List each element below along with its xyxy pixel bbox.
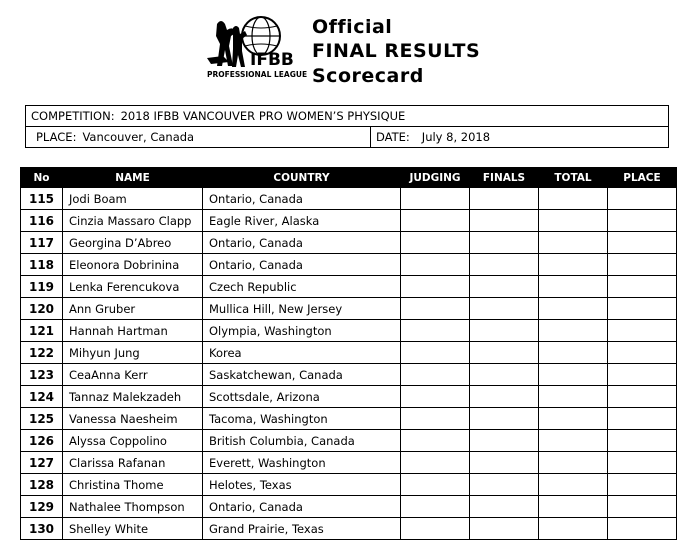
athlete-number: 127: [21, 452, 63, 474]
competition-info-box: [25, 105, 669, 148]
athlete-name: Christina Thome: [63, 474, 203, 496]
athlete-name: CeaAnna Kerr: [63, 364, 203, 386]
athlete-country: Ontario, Canada: [203, 188, 401, 210]
athlete-country: Saskatchewan, Canada: [203, 364, 401, 386]
athlete-country: Helotes, Texas: [203, 474, 401, 496]
finals-cell: [470, 496, 539, 518]
athlete-number: 115: [21, 188, 63, 210]
athlete-name: Vanessa Naesheim: [63, 408, 203, 430]
table-row: [21, 364, 677, 386]
judging-cell: [401, 430, 470, 452]
athlete-country: Eagle River, Alaska: [203, 210, 401, 232]
finals-cell: [470, 210, 539, 232]
athlete-number: 125: [21, 408, 63, 430]
finals-cell: [470, 474, 539, 496]
judging-cell: [401, 276, 470, 298]
date-value: July 8, 2018: [421, 130, 491, 144]
total-cell: [539, 210, 608, 232]
place-cell: [608, 298, 677, 320]
finals-cell: [470, 320, 539, 342]
table-row: [21, 232, 677, 254]
judging-cell: [401, 254, 470, 276]
athlete-number: 124: [21, 386, 63, 408]
competition-label: COMPETITION:: [31, 109, 115, 123]
judging-cell: [401, 342, 470, 364]
total-cell: [539, 364, 608, 386]
athlete-number: 117: [21, 232, 63, 254]
athlete-country: Ontario, Canada: [203, 232, 401, 254]
athlete-number: 121: [21, 320, 63, 342]
judging-cell: [401, 408, 470, 430]
table-row: [21, 188, 677, 210]
athlete-number: 122: [21, 342, 63, 364]
athlete-name: Ann Gruber: [63, 298, 203, 320]
finals-cell: [470, 430, 539, 452]
athlete-country: Grand Prairie, Texas: [203, 518, 401, 540]
athlete-name: Jodi Boam: [63, 188, 203, 210]
judging-cell: [401, 386, 470, 408]
athlete-country: Everett, Washington: [203, 452, 401, 474]
table-row: [21, 276, 677, 298]
athlete-name: Shelley White: [63, 518, 203, 540]
date-label: DATE:: [376, 130, 410, 144]
athlete-country: Korea: [203, 342, 401, 364]
total-cell: [539, 298, 608, 320]
place-cell: [608, 364, 677, 386]
athlete-name: Clarissa Rafanan: [63, 452, 203, 474]
athlete-name: Eleonora Dobrinina: [63, 254, 203, 276]
total-cell: [539, 232, 608, 254]
total-cell: [539, 518, 608, 540]
table-row: [21, 430, 677, 452]
athlete-country: Czech Republic: [203, 276, 401, 298]
athlete-name: Georgina D’Abreo: [63, 232, 203, 254]
finals-cell: [470, 254, 539, 276]
finals-cell: [470, 188, 539, 210]
athlete-name: Mihyun Jung: [63, 342, 203, 364]
logo-ifbb-text: IFBB: [250, 50, 294, 70]
header-row: [21, 168, 677, 188]
athlete-number: 123: [21, 364, 63, 386]
table-row: [21, 452, 677, 474]
table-row: [21, 254, 677, 276]
total-cell: [539, 430, 608, 452]
logo-league-text: PROFESSIONAL LEAGUE: [207, 70, 308, 79]
total-cell: [539, 276, 608, 298]
athlete-number: 116: [21, 210, 63, 232]
place-cell: [608, 320, 677, 342]
finals-cell: [470, 232, 539, 254]
athlete-country: Scottsdale, Arizona: [203, 386, 401, 408]
judging-cell: [401, 452, 470, 474]
col-no-header: No: [21, 168, 63, 188]
judging-cell: [401, 232, 470, 254]
athlete-name: Tannaz Malekzadeh: [63, 386, 203, 408]
col-total-header: TOTAL: [539, 168, 608, 188]
total-cell: [539, 342, 608, 364]
table-row: [21, 496, 677, 518]
place-cell: [608, 232, 677, 254]
judging-cell: [401, 320, 470, 342]
place-cell: [608, 430, 677, 452]
total-cell: [539, 386, 608, 408]
athlete-country: Mullica Hill, New Jersey: [203, 298, 401, 320]
athlete-number: 118: [21, 254, 63, 276]
finals-cell: [470, 518, 539, 540]
athlete-country: Tacoma, Washington: [203, 408, 401, 430]
competition-value: 2018 IFBB VANCOUVER PRO WOMEN’S PHYSIQUE: [120, 109, 406, 123]
athlete-country: British Columbia, Canada: [203, 430, 401, 452]
date-field: [376, 130, 490, 144]
place-value: Vancouver, Canada: [82, 130, 195, 144]
results-body: [21, 188, 677, 540]
total-cell: [539, 254, 608, 276]
table-row: [21, 298, 677, 320]
info-divider: [370, 127, 371, 148]
athlete-name: Alyssa Coppolino: [63, 430, 203, 452]
place-cell: [608, 386, 677, 408]
col-place-header: PLACE: [608, 168, 677, 188]
place-cell: [608, 210, 677, 232]
table-row: [21, 342, 677, 364]
athlete-country: Olympia, Washington: [203, 320, 401, 342]
finals-cell: [470, 452, 539, 474]
col-judging-header: JUDGING: [401, 168, 470, 188]
athlete-number: 130: [21, 518, 63, 540]
place-field: [36, 130, 194, 144]
place-cell: [608, 518, 677, 540]
judging-cell: [401, 364, 470, 386]
competition-row: [26, 106, 668, 127]
place-cell: [608, 188, 677, 210]
place-cell: [608, 408, 677, 430]
finals-cell: [470, 298, 539, 320]
judging-cell: [401, 518, 470, 540]
total-cell: [539, 452, 608, 474]
judging-cell: [401, 474, 470, 496]
athlete-number: 129: [21, 496, 63, 518]
finals-cell: [470, 408, 539, 430]
place-cell: [608, 452, 677, 474]
judging-cell: [401, 298, 470, 320]
table-row: [21, 474, 677, 496]
finals-cell: [470, 342, 539, 364]
finals-cell: [470, 276, 539, 298]
judging-cell: [401, 210, 470, 232]
results-table: [20, 167, 677, 540]
col-country-header: COUNTRY: [203, 168, 401, 188]
athlete-name: Hannah Hartman: [63, 320, 203, 342]
athlete-number: 128: [21, 474, 63, 496]
athlete-name: Cinzia Massaro Clapp: [63, 210, 203, 232]
place-label: PLACE:: [36, 130, 77, 144]
judging-cell: [401, 188, 470, 210]
athlete-number: 126: [21, 430, 63, 452]
total-cell: [539, 188, 608, 210]
table-row: [21, 210, 677, 232]
title-final-results: FINAL RESULTS: [312, 40, 481, 62]
total-cell: [539, 320, 608, 342]
table-row: [21, 320, 677, 342]
judging-cell: [401, 496, 470, 518]
athlete-name: Lenka Ferencukova: [63, 276, 203, 298]
athlete-number: 120: [21, 298, 63, 320]
col-finals-header: FINALS: [470, 168, 539, 188]
athlete-name: Nathalee Thompson: [63, 496, 203, 518]
place-cell: [608, 254, 677, 276]
table-row: [21, 386, 677, 408]
athlete-country: Ontario, Canada: [203, 496, 401, 518]
title-scorecard: Scorecard: [312, 65, 424, 87]
athlete-country: Ontario, Canada: [203, 254, 401, 276]
title-official: Official: [312, 16, 393, 38]
table-row: [21, 518, 677, 540]
total-cell: [539, 408, 608, 430]
finals-cell: [470, 386, 539, 408]
col-name-header: NAME: [63, 168, 203, 188]
athlete-number: 119: [21, 276, 63, 298]
place-cell: [608, 496, 677, 518]
place-cell: [608, 276, 677, 298]
finals-cell: [470, 364, 539, 386]
table-row: [21, 408, 677, 430]
place-date-row: [26, 127, 668, 148]
total-cell: [539, 474, 608, 496]
place-cell: [608, 342, 677, 364]
competition-field: [31, 109, 405, 123]
total-cell: [539, 496, 608, 518]
place-cell: [608, 474, 677, 496]
